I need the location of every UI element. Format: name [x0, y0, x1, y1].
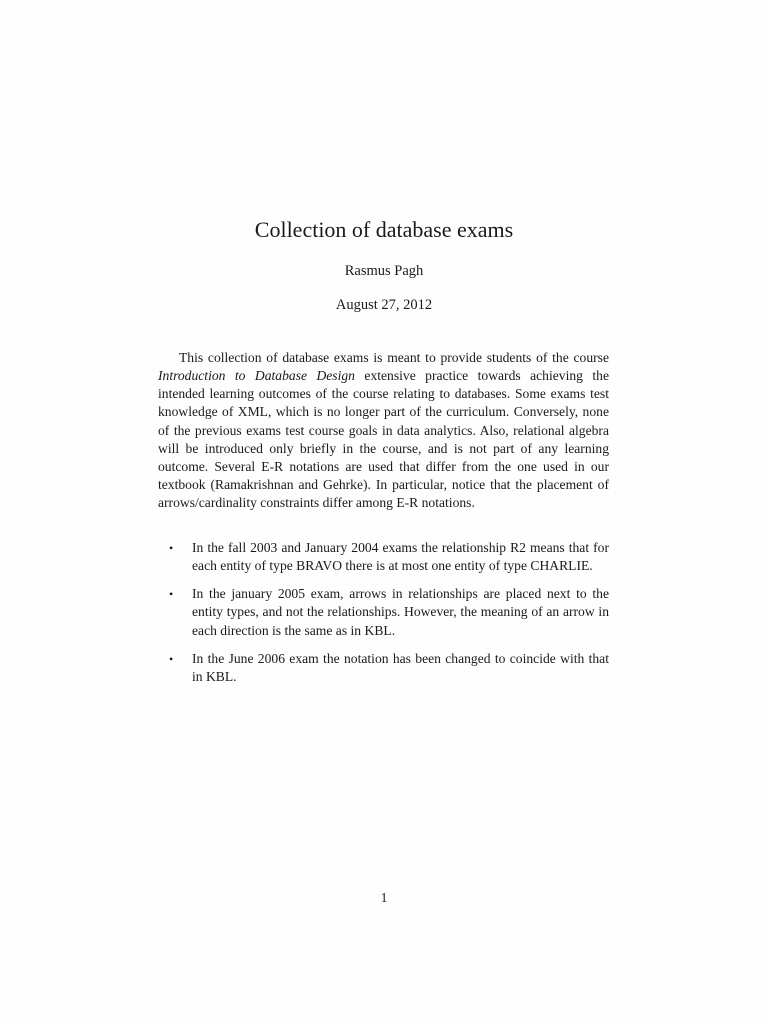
intro-text-rest: extensive practice towards achieving the intended learning outcomes of the course relating to databases. Some exams test knowledge of XML, which is no longer part of the curriculum. Conversely, none of the previous exams test course goals in data analytics. Also, relational algebra will be introduced only briefly in the course, and is not part of any learning outcome. Several E-R notations are used that differ from the one used in our textbook (Ramakrishnan and Gehrke). In particular, notice that the placement of arrows/cardinality constraints differ among E-R notations. [158, 368, 609, 511]
bullet-icon: • [169, 541, 174, 555]
intro-text-start: This collection of database exams is meant to provide students of the course [179, 350, 609, 365]
notes-list [164, 539, 609, 696]
bullet-icon: • [169, 587, 174, 602]
intro-paragraph-text [158, 349, 609, 512]
list-item [164, 585, 609, 639]
list-item-text: In the fall 2003 and January 2004 exams the relationship R2 means that for each entity of type BRAVO there is at most one entity of type CHARLIE. [192, 540, 609, 574]
page-number: 1 [380, 890, 388, 905]
list-item [164, 650, 609, 686]
list-item-text: In the january 2005 exam, arrows in relationships are placed next to the entity types, and not the relationships. However, the meaning of an arrow in each direction is the same as in KBL. [192, 586, 609, 638]
document-author: Rasmus Pagh [344, 263, 424, 279]
document-date: August 27, 2012 [335, 297, 433, 313]
intro-paragraph [158, 349, 609, 512]
course-name: Introduction to Database Design [158, 368, 355, 384]
bullet-icon: • [169, 651, 174, 666]
list-item [164, 539, 609, 575]
document-title: Collection of database exams [254, 217, 514, 242]
list-item-text: In the June 2006 exam the notation has been changed to coincide with that in KBL. [192, 650, 609, 684]
